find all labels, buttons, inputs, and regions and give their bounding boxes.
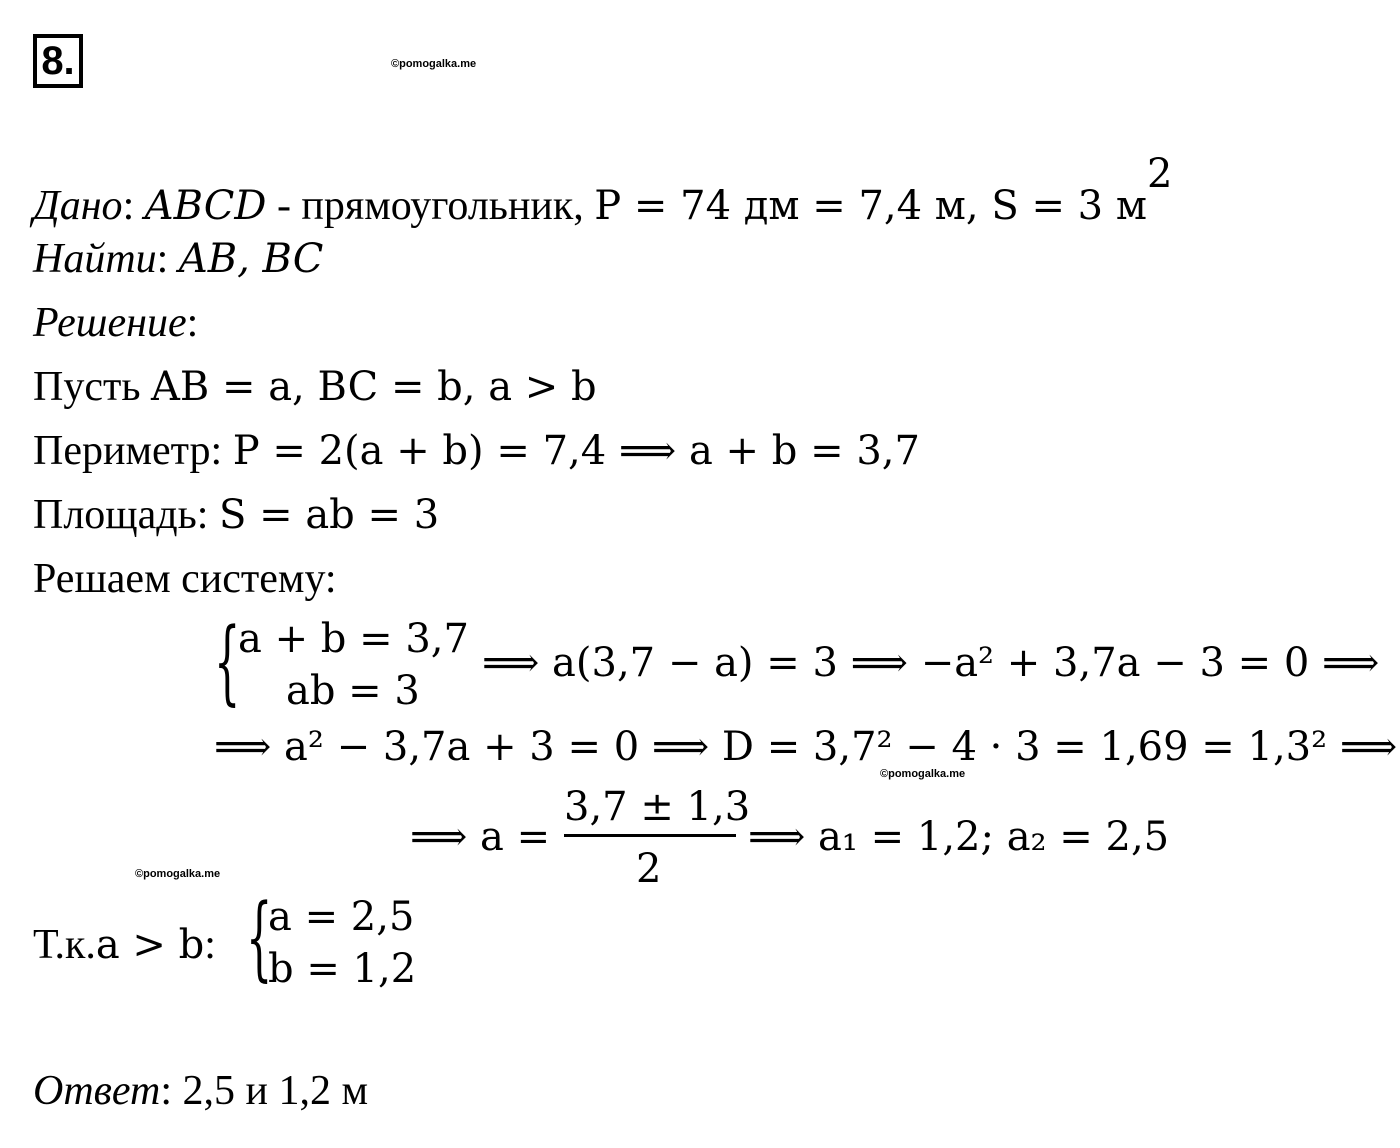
- system-eq1: a + b = 3,7: [238, 616, 469, 662]
- watermark: ©pomogalka.me: [135, 868, 221, 880]
- let-text: Пусть: [33, 364, 151, 410]
- given-area-exponent: 2: [1146, 151, 1173, 197]
- watermark: ©pomogalka.me: [391, 58, 477, 70]
- find-label: Найти: [33, 236, 157, 282]
- system-eq2: ab = 3: [286, 668, 420, 714]
- area-text: Площадь:: [33, 492, 219, 538]
- find-targets: AB, BC: [178, 236, 324, 282]
- result-brace: {: [246, 884, 273, 991]
- watermark: ©pomogalka.me: [880, 768, 966, 780]
- since-line: Т.к.a > b:: [33, 922, 216, 968]
- answer-label: Ответ: [33, 1068, 161, 1114]
- find-line: Найти: AB, BC: [33, 236, 324, 282]
- fraction-denominator: 2: [636, 846, 662, 892]
- given-line: Дано: ABCD - прямоугольник, P = 74 дм = 7,4 м, S = 3 $м^2$: [33, 151, 1173, 229]
- system-brace: {: [214, 608, 241, 715]
- perimeter-line: [33, 430, 920, 472]
- area-math: S = ab = 3: [218, 492, 440, 538]
- area-line: [33, 494, 439, 536]
- let-line: [33, 366, 597, 408]
- answer-text: 2,5 и 1,2 м: [182, 1068, 369, 1114]
- fraction-numerator: 3,7 ± 1,3: [564, 784, 751, 830]
- let-math: AB = a, BC = b, a > b: [150, 364, 597, 410]
- answer-line: Ответ: 2,5 и 1,2 м: [33, 1068, 369, 1114]
- step3-prefix: ⟹ a =: [410, 814, 551, 860]
- problem-number: 8.: [33, 34, 83, 88]
- given-text: - прямоугольник,: [266, 183, 595, 229]
- solution-heading: Решение:: [33, 300, 199, 346]
- step1: ⟹ a(3,7 − a) = 3 ⟹ −a² + 3,7a − 3 = 0 ⟹: [482, 640, 1380, 686]
- since-text: Т.к.: [33, 922, 96, 968]
- given-perimeter: P = 74 дм = 7,4 м,: [594, 183, 992, 229]
- since-math: a > b: [95, 922, 205, 968]
- solution-label: Решение: [33, 300, 187, 346]
- fraction-bar: [564, 834, 736, 837]
- given-figure: ABCD: [144, 183, 267, 229]
- perimeter-text: Периметр:: [33, 428, 233, 474]
- result-eq2: b = 1,2: [268, 946, 417, 992]
- given-area: S = 3 м: [991, 183, 1147, 229]
- given-label: Дано: [33, 183, 123, 229]
- step2: ⟹ a² − 3,7a + 3 = 0 ⟹ D = 3,7² − 4 · 3 = 1,69 = 1,3² ⟹: [214, 724, 1398, 770]
- result-eq1: a = 2,5: [268, 894, 415, 940]
- step3-suffix: ⟹ a₁ = 1,2; a₂ = 2,5: [748, 814, 1170, 860]
- system-text: Решаем систему:: [33, 556, 337, 602]
- perimeter-math: P = 2(a + b) = 7,4 ⟹ a + b = 3,7: [232, 428, 920, 474]
